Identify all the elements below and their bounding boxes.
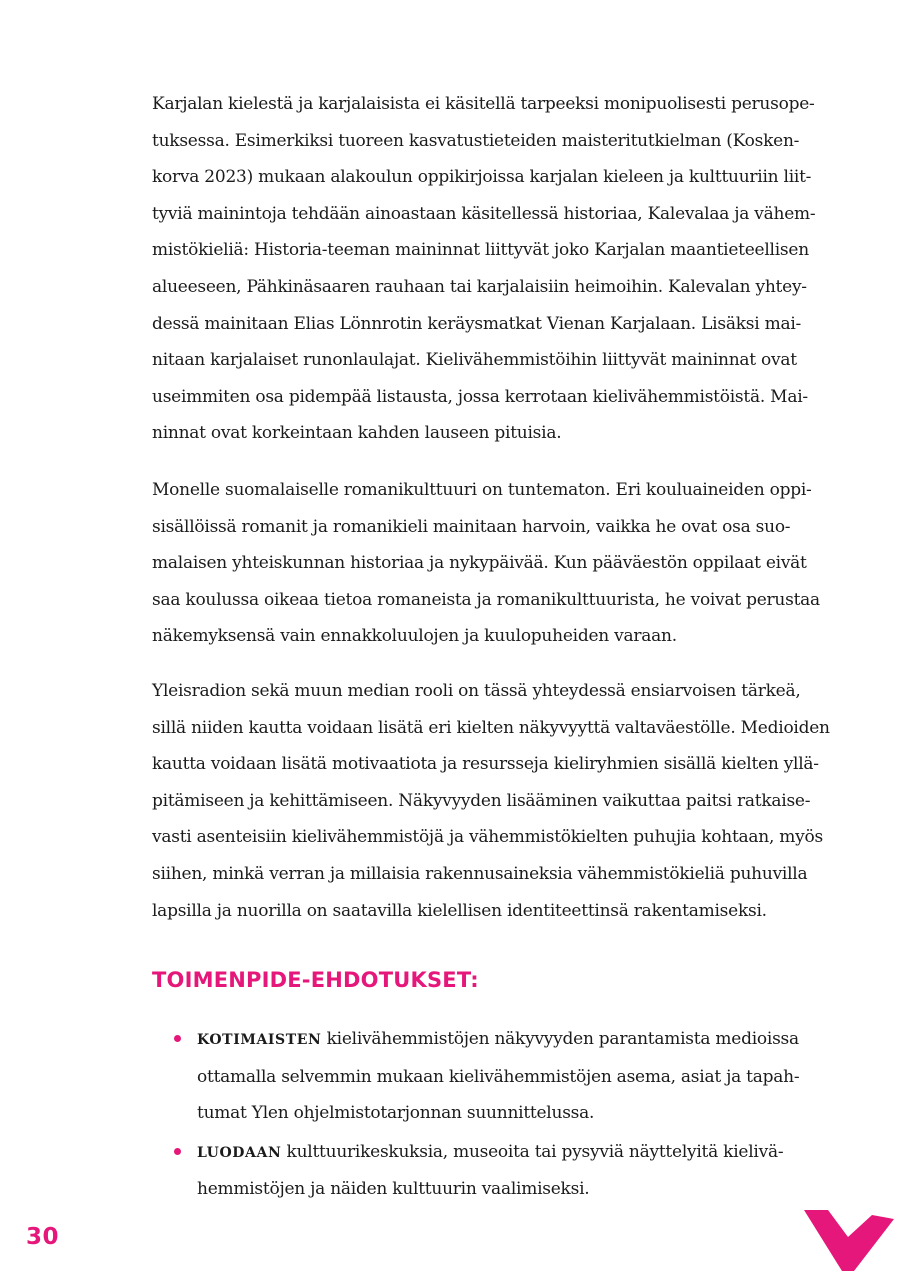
- list-item: [174, 1021, 834, 1132]
- text-line: ottamalla selvemmin mukaan kielivähemmistöjen asema, asiat ja tapah-: [197, 1066, 800, 1087]
- text-line: Karjalan kielestä ja karjalaisista ei käsitellä tarpeeksi monipuolisesti perusope-: [152, 94, 815, 114]
- text-line: sillä niiden kautta voidaan lisätä eri kielten näkyvyyttä valtaväestölle. Medioiden: [152, 717, 830, 738]
- text-line: mistökieliä: Historia-teeman maininnat liittyvät joko Karjalan maantieteellisen: [152, 240, 809, 261]
- text-line: näkemyksensä vain ennakkoluulojen ja kuulopuheiden varaan.: [152, 626, 677, 647]
- text-line: kielivähemmistöjen näkyvyyden parantamista medioissa: [326, 1029, 799, 1049]
- text-line: dessä mainitaan Elias Lönnrotin keräysmatkat Vienan Karjalaan. Lisäksi mai-: [152, 313, 802, 334]
- body-paragraph-2: [152, 472, 832, 655]
- text-line: pitämiseen ja kehittämiseen. Näkyvyyden lisääminen vaikuttaa paitsi ratkaise-: [152, 790, 811, 811]
- text-line: vasti asenteisiin kielivähemmistöjä ja vähemmistökielten puhujia kohtaan, myös: [152, 827, 823, 848]
- page-number: 30: [26, 1224, 60, 1250]
- text-line: alueeseen, Pähkinäsaaren rauhaan tai karjalaisiin heimoihin. Kalevalan yhtey-: [152, 276, 807, 297]
- text-line: korva 2023) mukaan alakoulun oppikirjoissa karjalan kieleen ja kulttuuriin liit-: [152, 167, 812, 188]
- pink-dot-icon: [174, 1148, 181, 1155]
- text-line: hemmistöjen ja näiden kulttuurin vaalimiseksi.: [197, 1179, 590, 1200]
- text-line: kautta voidaan lisätä motivaatiota ja resursseja kieliryhmien sisällä kielten yllä-: [152, 754, 819, 775]
- text-line: malaisen yhteiskunnan historiaa ja nykypäivää. Kun pääväestön oppilaat eivät: [152, 553, 807, 574]
- action-list: [174, 1021, 834, 1210]
- bullet-lead: KOTIMAISTEN: [197, 1032, 322, 1048]
- text-line: tuksessa. Esimerkiksi tuoreen kasvatustieteiden maisteritutkielman (Kosken-: [152, 130, 800, 151]
- text-line: nitaan karjalaiset runonlaulajat. Kielivähemmistöihin liittyvät maininnat ovat: [152, 350, 797, 371]
- list-item: [174, 1134, 834, 1208]
- body-paragraph-1: [152, 86, 832, 452]
- body-paragraph-3: [152, 673, 832, 929]
- text-line: ninnat ovat korkeintaan kahden lauseen pituisia.: [152, 423, 562, 444]
- text-line: tumat Ylen ohjelmistotarjonnan suunnittelussa.: [197, 1103, 595, 1124]
- text-line: saa koulussa oikeaa tietoa romaneista ja romanikulttuurista, he voivat perustaa: [152, 589, 820, 610]
- pink-v-logo-icon: [804, 1207, 894, 1275]
- text-line: Monelle suomalaiselle romanikulttuuri on tuntematon. Eri kouluaineiden oppi-: [152, 480, 812, 500]
- text-line: Yleisradion sekä muun median rooli on tässä yhteydessä ensiarvoisen tärkeä,: [152, 681, 801, 701]
- section-heading: TOIMENPIDE-EHDOTUKSET:: [152, 968, 479, 992]
- text-line: lapsilla ja nuorilla on saatavilla kielellisen identiteettinsä rakentamiseksi.: [152, 900, 767, 921]
- text-line: tyviä mainintoja tehdään ainoastaan käsitellessä historiaa, Kalevalaa ja vähem-: [152, 203, 816, 224]
- bullet-lead: LUODAAN: [197, 1144, 282, 1161]
- text-line: siihen, minkä verran ja millaisia rakennusaineksia vähemmistökieliä puhuvilla: [152, 863, 808, 884]
- pink-dot-icon: [174, 1035, 181, 1042]
- text-line: sisällöissä romanit ja romanikieli mainitaan harvoin, vaikka he ovat osa suo-: [152, 516, 791, 537]
- text-line: kulttuurikeskuksia, museoita tai pysyviä näyttelyitä kielivä-: [286, 1141, 784, 1162]
- text-line: useimmiten osa pidempää listausta, jossa kerrotaan kielivähemmistöistä. Mai-: [152, 386, 808, 407]
